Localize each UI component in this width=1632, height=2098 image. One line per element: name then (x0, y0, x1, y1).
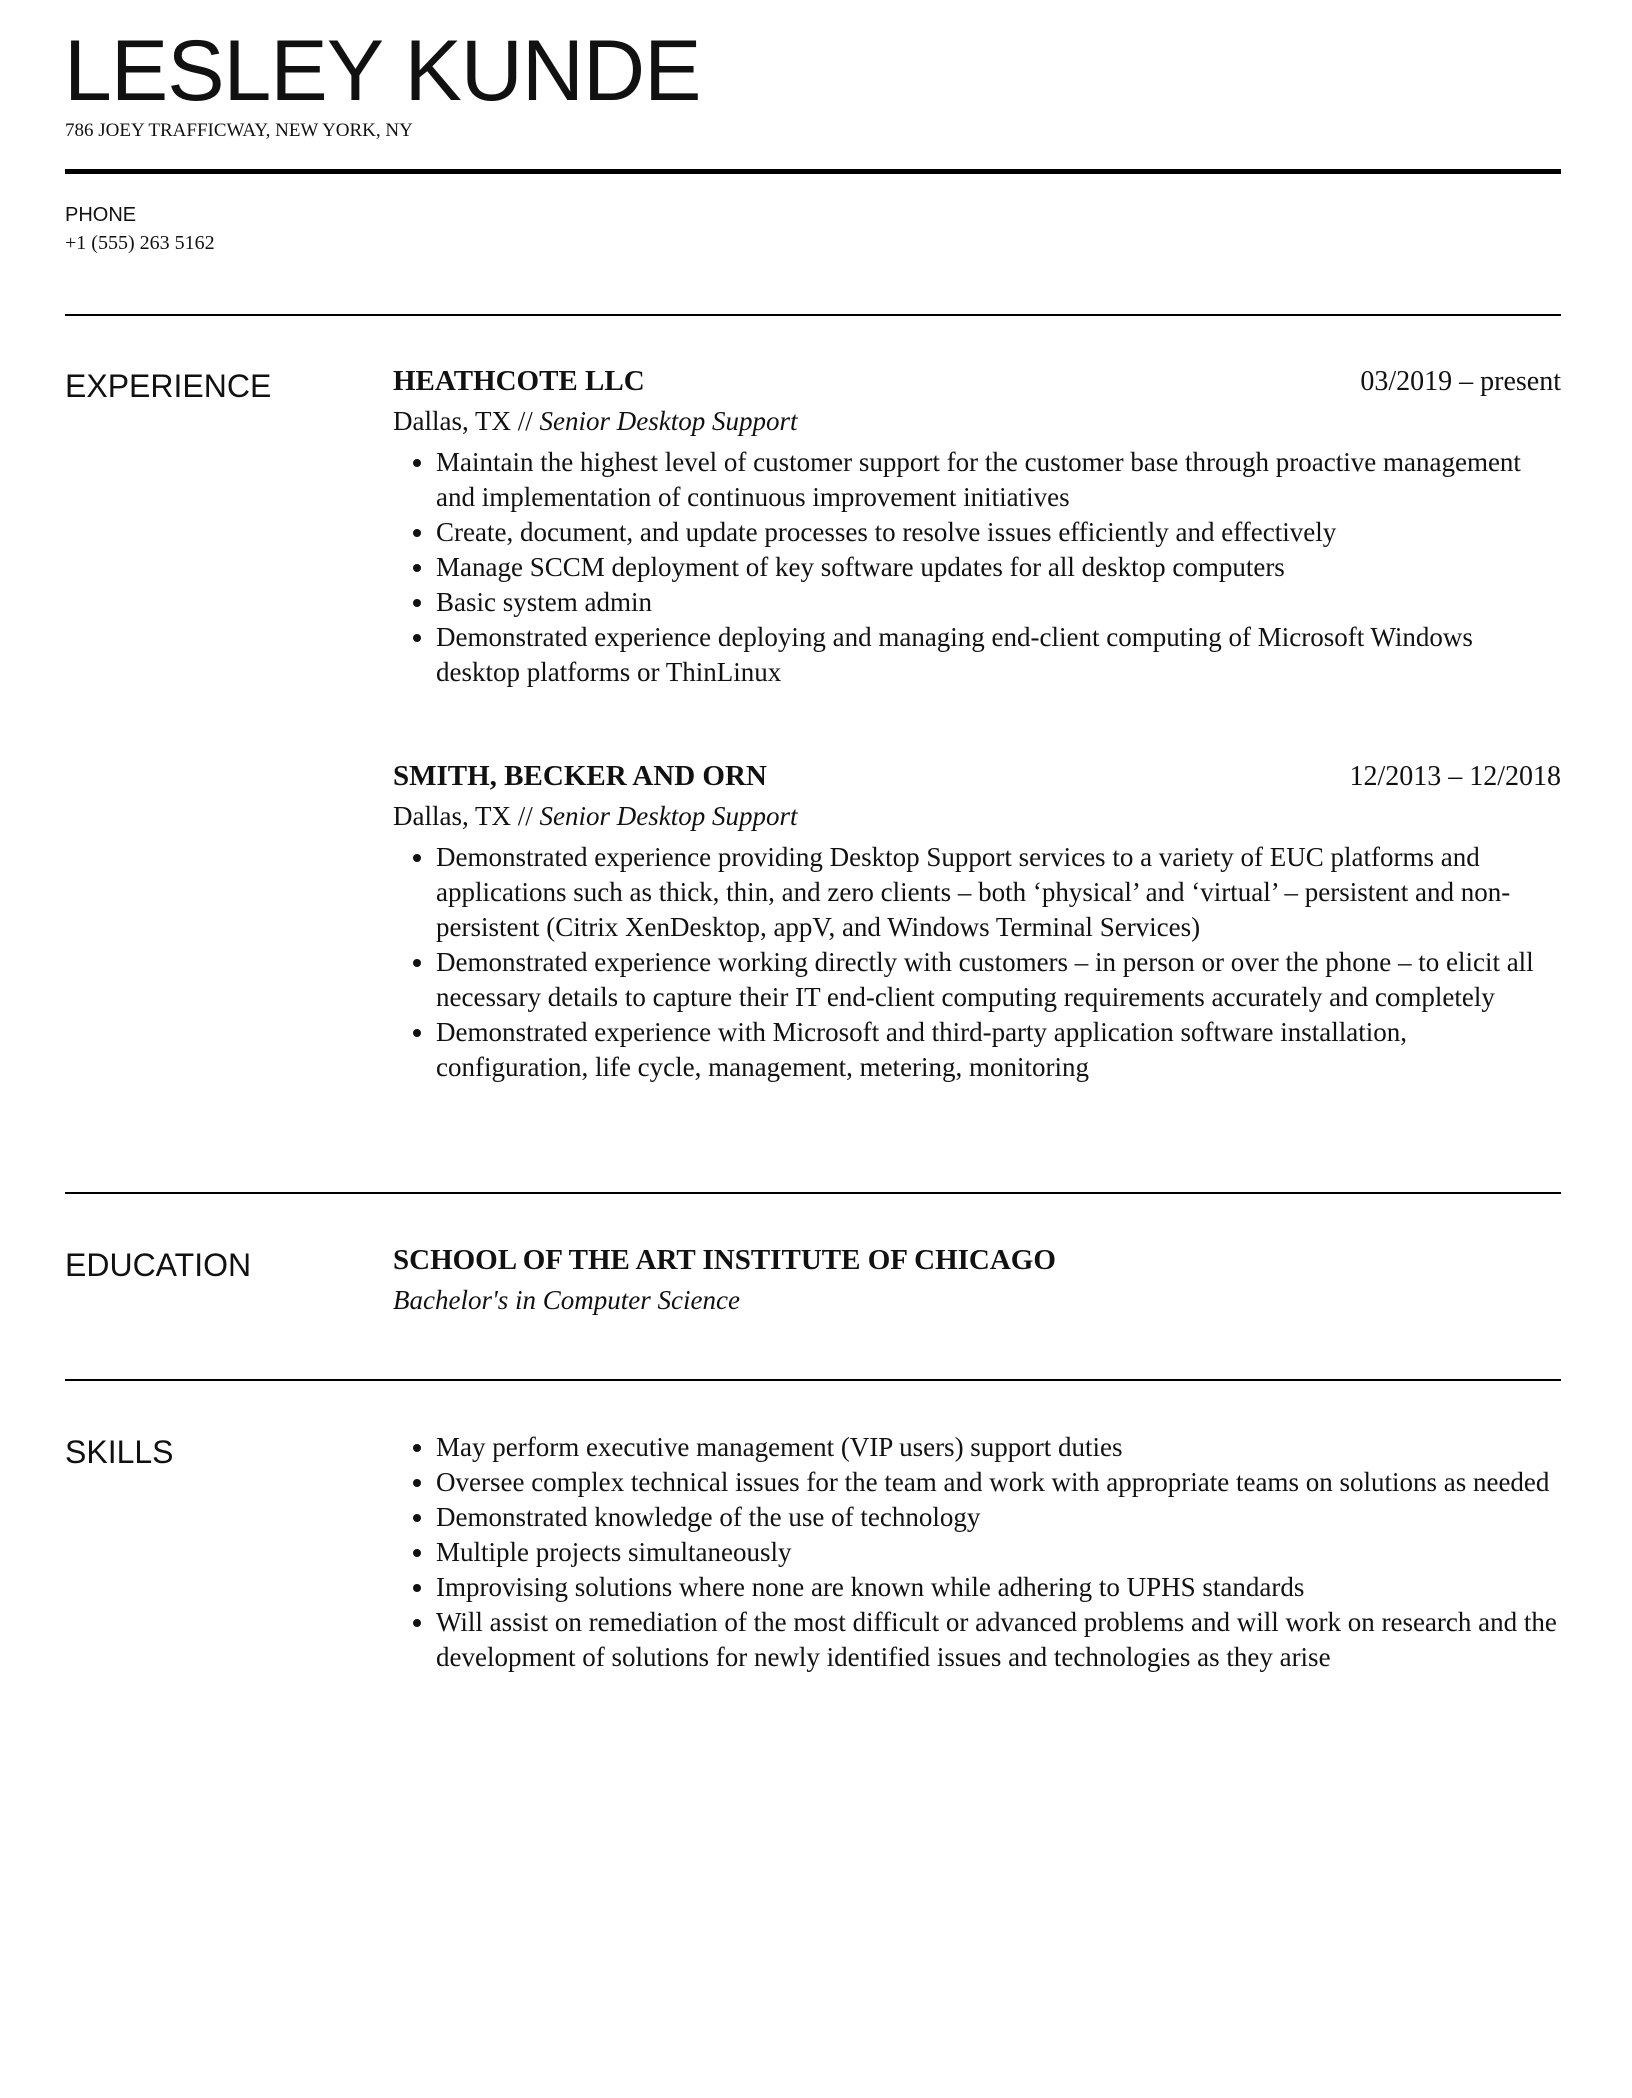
phone-label: PHONE (65, 204, 137, 226)
job-dates: 12/2013 – 12/2018 (1349, 761, 1561, 792)
job-location-role (393, 799, 1561, 834)
job-entry (393, 759, 1561, 1085)
skills-title: SKILLS (65, 1434, 174, 1470)
skills-list (393, 1424, 1561, 1675)
header-divider (65, 169, 1561, 174)
school-name: SCHOOL OF THE ART INSTITUTE OF CHICAGO (393, 1244, 1056, 1276)
job-dates: 03/2019 – present (1360, 366, 1561, 397)
job-role: Senior Desktop Support (539, 406, 798, 436)
list-item: • Will assist on remediation of the most difficult or advanced problems and will work on research and the development of solutions for newly identified issues and technologies as they arise (436, 1605, 1561, 1675)
job-bullets (393, 445, 1561, 690)
list-item: • Demonstrated experience deploying and managing end-client computing of Microsoft Windows desktop platforms or ThinLinux (436, 620, 1561, 690)
section-divider (65, 1379, 1561, 1381)
experience-title: EXPERIENCE (65, 368, 272, 404)
list-item: • Improvising solutions where none are known while adhering to UPHS standards (436, 1570, 1561, 1605)
list-item: • Create, document, and update processes to resolve issues efficiently and effectively (436, 515, 1561, 550)
list-item: • Basic system admin (436, 585, 1561, 620)
address: 786 JOEY TRAFFICWAY, NEW YORK, NY (65, 120, 413, 141)
section-divider (65, 314, 1561, 316)
list-item: • Multiple projects simultaneously (436, 1535, 1561, 1570)
company-name: HEATHCOTE LLC (393, 365, 645, 397)
job-bullets (393, 840, 1561, 1085)
candidate-name: LESLEY KUNDE (64, 23, 701, 119)
education-entry (393, 1243, 1561, 1318)
list-item: • May perform executive management (VIP users) support duties (436, 1430, 1561, 1465)
skills-bullets (393, 1430, 1561, 1675)
list-item: • Maintain the highest level of customer support for the customer base through proactive management and implementation of continuous improvement initiatives (436, 445, 1561, 515)
education-title: EDUCATION (65, 1247, 252, 1283)
list-item: • Demonstrated experience with Microsoft and third-party application software installation, configuration, life cycle, management, metering, monitoring (436, 1015, 1561, 1085)
company-name: SMITH, BECKER AND ORN (393, 760, 767, 792)
list-item: • Demonstrated experience working directly with customers – in person or over the phone – to elicit all necessary details to capture their IT end-client computing requirements accurately and completely (436, 945, 1561, 1015)
section-divider (65, 1192, 1561, 1194)
job-role: Senior Desktop Support (539, 801, 798, 831)
separator: // (510, 406, 540, 436)
degree: Bachelor's in Computer Science (393, 1285, 740, 1315)
list-item: • Demonstrated knowledge of the use of technology (436, 1500, 1561, 1535)
job-location: Dallas, TX (393, 406, 511, 436)
job-location-role (393, 404, 1561, 439)
job-location: Dallas, TX (393, 801, 511, 831)
job-entry (393, 364, 1561, 690)
list-item: • Oversee complex technical issues for the team and work with appropriate teams on solutions as needed (436, 1465, 1561, 1500)
list-item: • Manage SCCM deployment of key software updates for all desktop computers (436, 550, 1561, 585)
separator: // (510, 801, 540, 831)
list-item: • Demonstrated experience providing Desktop Support services to a variety of EUC platforms and applications such as thick, thin, and zero clients – both ‘physical’ and ‘virtual’ – persistent and non-persistent (Citrix XenDesktop, appV, and Windows Terminal Services) (436, 840, 1561, 945)
phone-number: +1 (555) 263 5162 (65, 232, 215, 254)
